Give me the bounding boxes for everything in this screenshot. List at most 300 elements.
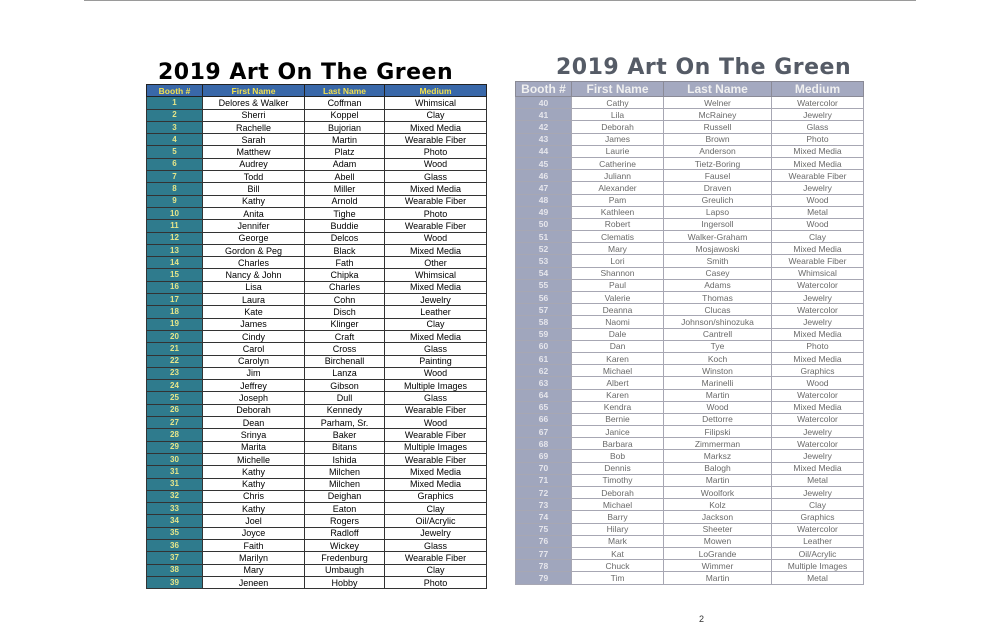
table-row — [147, 392, 487, 404]
table-row — [147, 232, 487, 244]
table-row — [147, 257, 487, 269]
table-row — [516, 547, 864, 559]
last-name-cell: Fredenburg — [305, 552, 385, 564]
last-name-cell: Winston — [664, 365, 772, 377]
last-name-cell: Lanza — [305, 367, 385, 379]
first-name-cell: Naomi — [572, 316, 664, 328]
table-header-row — [147, 85, 487, 97]
medium-cell: Glass — [385, 171, 487, 183]
booth-number-cell: 41 — [516, 109, 572, 121]
booth-number-cell: 69 — [516, 450, 572, 462]
table-row — [147, 367, 487, 379]
booth-number-cell: 60 — [516, 340, 572, 352]
booth-number-cell: 16 — [147, 281, 203, 293]
table-row — [147, 343, 487, 355]
booth-number-cell: 57 — [516, 304, 572, 316]
table-row — [516, 426, 864, 438]
medium-cell: Wood — [385, 158, 487, 170]
first-name-cell: Marilyn — [203, 552, 305, 564]
first-name-cell: Bob — [572, 450, 664, 462]
table-row — [147, 429, 487, 441]
booth-number-cell: 71 — [516, 474, 572, 486]
table-row — [147, 417, 487, 429]
last-name-cell: Radloff — [305, 527, 385, 539]
booth-number-cell: 63 — [516, 377, 572, 389]
first-name-cell: Cathy — [572, 97, 664, 109]
first-name-cell: Joyce — [203, 527, 305, 539]
medium-cell: Leather — [772, 535, 864, 547]
table-row — [147, 490, 487, 502]
last-name-cell: Koppel — [305, 109, 385, 121]
table-row — [516, 133, 864, 145]
table-row — [147, 515, 487, 527]
first-name-cell: Mary — [203, 564, 305, 576]
booth-number-cell: 38 — [147, 564, 203, 576]
last-name-cell: Bitans — [305, 441, 385, 453]
medium-cell: Watercolor — [772, 389, 864, 401]
medium-cell: Clay — [385, 318, 487, 330]
first-name-cell: Kendra — [572, 401, 664, 413]
last-name-cell: Abell — [305, 171, 385, 183]
booth-number-cell: 55 — [516, 279, 572, 291]
last-name-cell: Marksz — [664, 450, 772, 462]
table-row — [516, 523, 864, 535]
booth-number-cell: 42 — [516, 121, 572, 133]
last-name-cell: Charles — [305, 281, 385, 293]
table-row — [516, 243, 864, 255]
booth-number-cell: 66 — [516, 413, 572, 425]
table-row — [147, 453, 487, 465]
medium-cell: Mixed Media — [772, 328, 864, 340]
medium-cell: Watercolor — [772, 438, 864, 450]
first-name-cell: Karen — [572, 389, 664, 401]
medium-cell: Whimsical — [772, 267, 864, 279]
booth-number-cell: 19 — [147, 318, 203, 330]
first-name-cell: Delores & Walker — [203, 97, 305, 109]
booth-number-cell: 34 — [147, 515, 203, 527]
table-row — [147, 183, 487, 195]
table-row — [516, 267, 864, 279]
medium-cell: Mixed Media — [772, 401, 864, 413]
first-name-cell: Kathy — [203, 466, 305, 478]
last-name-cell: LoGrande — [664, 547, 772, 559]
first-name-cell: Kat — [572, 547, 664, 559]
booth-number-cell: 36 — [147, 539, 203, 551]
table-row — [516, 340, 864, 352]
table-row — [147, 171, 487, 183]
medium-cell: Clay — [385, 503, 487, 515]
last-name-cell: Balogh — [664, 462, 772, 474]
medium-cell: Mixed Media — [772, 157, 864, 169]
medium-cell: Mixed Media — [385, 466, 487, 478]
booth-number-cell: 52 — [516, 243, 572, 255]
table-row — [516, 328, 864, 340]
booth-number-cell: 37 — [147, 552, 203, 564]
booth-number-cell: 61 — [516, 352, 572, 364]
medium-cell: Wood — [772, 218, 864, 230]
last-name-cell: Parham, Sr. — [305, 417, 385, 429]
table-row — [516, 450, 864, 462]
first-name-cell: Laurie — [572, 145, 664, 157]
booth-number-cell: 24 — [147, 380, 203, 392]
first-name-header: First Name — [203, 85, 305, 97]
first-name-cell: Nancy & John — [203, 269, 305, 281]
first-name-cell: Mary — [572, 243, 664, 255]
last-name-cell: Cross — [305, 343, 385, 355]
booth-number-cell: 65 — [516, 401, 572, 413]
last-name-cell: Tye — [664, 340, 772, 352]
table-row — [147, 380, 487, 392]
table-row — [147, 220, 487, 232]
booth-number-cell: 18 — [147, 306, 203, 318]
table-row — [516, 560, 864, 572]
table-row — [516, 365, 864, 377]
table-row — [516, 316, 864, 328]
booth-number-cell: 13 — [147, 244, 203, 256]
booth-number-cell: 25 — [147, 392, 203, 404]
medium-cell: Watercolor — [772, 304, 864, 316]
table-row — [147, 158, 487, 170]
booth-number-cell: 39 — [147, 576, 203, 588]
booth-number-cell: 40 — [516, 97, 572, 109]
table-row — [147, 564, 487, 576]
table-row — [147, 441, 487, 453]
medium-cell: Wood — [772, 194, 864, 206]
first-name-cell: Deanna — [572, 304, 664, 316]
booth-number-cell: 49 — [516, 206, 572, 218]
last-name-cell: Filipski — [664, 426, 772, 438]
medium-cell: Metal — [772, 572, 864, 584]
medium-cell: Photo — [385, 207, 487, 219]
medium-cell: Mixed Media — [772, 243, 864, 255]
booth-number-cell: 44 — [516, 145, 572, 157]
booth-number-cell: 73 — [516, 499, 572, 511]
booth-number-cell: 77 — [516, 547, 572, 559]
first-name-cell: Sherri — [203, 109, 305, 121]
booth-number-cell: 78 — [516, 560, 572, 572]
table-row — [516, 511, 864, 523]
table-row — [516, 401, 864, 413]
last-name-cell: Dettorre — [664, 413, 772, 425]
booth-number-cell: 20 — [147, 330, 203, 342]
last-name-cell: Coffman — [305, 97, 385, 109]
last-name-cell: Tighe — [305, 207, 385, 219]
last-name-cell: Thomas — [664, 292, 772, 304]
last-name-cell: Koch — [664, 352, 772, 364]
last-name-cell: Draven — [664, 182, 772, 194]
table-row — [516, 279, 864, 291]
last-name-cell: Milchen — [305, 466, 385, 478]
first-name-cell: Valerie — [572, 292, 664, 304]
first-name-cell: Dean — [203, 417, 305, 429]
medium-cell: Oil/Acrylic — [772, 547, 864, 559]
booth-number-cell: 43 — [516, 133, 572, 145]
medium-cell: Mixed Media — [385, 121, 487, 133]
medium-cell: Wearable Fiber — [772, 255, 864, 267]
medium-cell: Photo — [385, 576, 487, 588]
medium-cell: Jewelry — [772, 316, 864, 328]
last-name-cell: Tietz-Boring — [664, 157, 772, 169]
booth-number-cell: 17 — [147, 294, 203, 306]
medium-cell: Watercolor — [772, 523, 864, 535]
table-row — [516, 231, 864, 243]
booth-number-cell: 51 — [516, 231, 572, 243]
last-name-cell: Martin — [305, 134, 385, 146]
last-name-header: Last Name — [664, 82, 772, 97]
table-row — [147, 539, 487, 551]
table-row — [516, 157, 864, 169]
medium-cell: Jewelry — [772, 182, 864, 194]
booth-number-cell: 54 — [516, 267, 572, 279]
booth-number-cell: 70 — [516, 462, 572, 474]
table-row — [516, 292, 864, 304]
first-name-cell: Dan — [572, 340, 664, 352]
table-row — [516, 377, 864, 389]
first-name-cell: Clematis — [572, 231, 664, 243]
booth-number-cell: 67 — [516, 426, 572, 438]
page-number: 2 — [699, 614, 705, 624]
last-name-cell: Gibson — [305, 380, 385, 392]
table-row — [516, 145, 864, 157]
table-row — [516, 462, 864, 474]
table-row — [516, 487, 864, 499]
booth-number-cell: 2 — [147, 109, 203, 121]
medium-cell: Wearable Fiber — [385, 220, 487, 232]
first-name-cell: Rachelle — [203, 121, 305, 133]
booth-number-header: Booth # — [516, 82, 572, 97]
last-name-cell: Woolfork — [664, 487, 772, 499]
first-name-cell: James — [203, 318, 305, 330]
first-name-cell: Faith — [203, 539, 305, 551]
first-name-cell: Hilary — [572, 523, 664, 535]
last-name-cell: Rogers — [305, 515, 385, 527]
medium-cell: Wood — [385, 417, 487, 429]
booth-number-cell: 59 — [516, 328, 572, 340]
booth-number-cell: 3 — [147, 121, 203, 133]
last-name-cell: McRainey — [664, 109, 772, 121]
table-row — [516, 121, 864, 133]
booth-number-cell: 11 — [147, 220, 203, 232]
last-name-cell: Eaton — [305, 503, 385, 515]
first-name-cell: Pam — [572, 194, 664, 206]
medium-cell: Clay — [385, 564, 487, 576]
booth-number-cell: 79 — [516, 572, 572, 584]
last-name-cell: Smith — [664, 255, 772, 267]
table-row — [516, 352, 864, 364]
medium-cell: Wearable Fiber — [385, 429, 487, 441]
booth-number-cell: 9 — [147, 195, 203, 207]
booth-number-cell: 62 — [516, 365, 572, 377]
last-name-cell: Casey — [664, 267, 772, 279]
first-name-cell: Timothy — [572, 474, 664, 486]
table-header-row — [516, 82, 864, 97]
table-row — [516, 194, 864, 206]
table-row — [147, 244, 487, 256]
table-row — [147, 503, 487, 515]
table-row — [147, 97, 487, 109]
booth-number-cell: 45 — [516, 157, 572, 169]
medium-cell: Painting — [385, 355, 487, 367]
booth-number-cell: 26 — [147, 404, 203, 416]
last-name-cell: Milchen — [305, 478, 385, 490]
booth-number-cell: 58 — [516, 316, 572, 328]
first-name-cell: Paul — [572, 279, 664, 291]
first-name-cell: Deborah — [203, 404, 305, 416]
last-name-cell: Chipka — [305, 269, 385, 281]
last-name-cell: Cohn — [305, 294, 385, 306]
first-name-cell: Mark — [572, 535, 664, 547]
first-name-cell: Janice — [572, 426, 664, 438]
table-row — [516, 499, 864, 511]
booth-number-cell: 10 — [147, 207, 203, 219]
last-name-cell: Ingersoll — [664, 218, 772, 230]
table-row — [147, 404, 487, 416]
table-row — [147, 134, 487, 146]
last-name-cell: Kennedy — [305, 404, 385, 416]
first-name-cell: Catherine — [572, 157, 664, 169]
booth-number-cell: 32 — [147, 490, 203, 502]
first-name-cell: Jennifer — [203, 220, 305, 232]
medium-cell: Multiple Images — [385, 380, 487, 392]
booth-number-cell: 72 — [516, 487, 572, 499]
medium-cell: Mixed Media — [385, 478, 487, 490]
medium-cell: Watercolor — [772, 413, 864, 425]
booth-number-cell: 6 — [147, 158, 203, 170]
medium-cell: Wood — [385, 367, 487, 379]
first-name-cell: Chuck — [572, 560, 664, 572]
first-name-cell: Alexander — [572, 182, 664, 194]
first-name-cell: Todd — [203, 171, 305, 183]
first-name-cell: Kathy — [203, 478, 305, 490]
last-name-cell: Martin — [664, 474, 772, 486]
booth-number-cell: 31 — [147, 466, 203, 478]
booth-number-cell: 31 — [147, 478, 203, 490]
medium-cell: Multiple Images — [772, 560, 864, 572]
last-name-cell: Wimmer — [664, 560, 772, 572]
medium-cell: Wearable Fiber — [385, 404, 487, 416]
booth-number-cell: 23 — [147, 367, 203, 379]
first-name-cell: Bill — [203, 183, 305, 195]
table-row — [147, 281, 487, 293]
booth-number-cell: 7 — [147, 171, 203, 183]
first-name-cell: Joseph — [203, 392, 305, 404]
medium-cell: Clay — [772, 231, 864, 243]
medium-cell: Clay — [385, 109, 487, 121]
booth-number-cell: 33 — [147, 503, 203, 515]
table-row — [147, 552, 487, 564]
right-page-title: 2019 Art On The Green — [556, 55, 852, 80]
first-name-cell: Karen — [572, 352, 664, 364]
last-name-cell: Brown — [664, 133, 772, 145]
medium-cell: Wearable Fiber — [385, 195, 487, 207]
medium-cell: Jewelry — [772, 292, 864, 304]
booth-number-cell: 56 — [516, 292, 572, 304]
last-name-cell: Umbaugh — [305, 564, 385, 576]
booth-number-cell: 12 — [147, 232, 203, 244]
first-name-cell: Kathleen — [572, 206, 664, 218]
right-booth-table — [515, 81, 864, 585]
first-name-cell: Joel — [203, 515, 305, 527]
last-name-cell: Jackson — [664, 511, 772, 523]
last-name-cell: Mosjawoski — [664, 243, 772, 255]
medium-cell: Leather — [385, 306, 487, 318]
booth-number-cell: 30 — [147, 453, 203, 465]
medium-cell: Wearable Fiber — [385, 453, 487, 465]
medium-cell: Clay — [772, 499, 864, 511]
booth-number-cell: 74 — [516, 511, 572, 523]
booth-number-cell: 5 — [147, 146, 203, 158]
last-name-cell: Greulich — [664, 194, 772, 206]
booth-number-cell: 14 — [147, 257, 203, 269]
table-row — [147, 355, 487, 367]
table-row — [516, 182, 864, 194]
table-row — [147, 109, 487, 121]
booth-number-cell: 29 — [147, 441, 203, 453]
first-name-cell: George — [203, 232, 305, 244]
first-name-cell: Sarah — [203, 134, 305, 146]
table-row — [516, 206, 864, 218]
table-row — [147, 306, 487, 318]
medium-cell: Wearable Fiber — [772, 170, 864, 182]
medium-cell: Oil/Acrylic — [385, 515, 487, 527]
last-name-cell: Sheeter — [664, 523, 772, 535]
medium-cell: Graphics — [772, 511, 864, 523]
last-name-cell: Arnold — [305, 195, 385, 207]
medium-cell: Graphics — [772, 365, 864, 377]
table-row — [147, 576, 487, 588]
first-name-cell: Anita — [203, 207, 305, 219]
medium-header: Medium — [772, 82, 864, 97]
last-name-cell: Johnson/shinozuka — [664, 316, 772, 328]
left-booth-table — [146, 84, 487, 589]
first-name-cell: Juliann — [572, 170, 664, 182]
table-row — [147, 269, 487, 281]
last-name-cell: Anderson — [664, 145, 772, 157]
medium-cell: Jewelry — [772, 109, 864, 121]
first-name-cell: Jeneen — [203, 576, 305, 588]
medium-cell: Wearable Fiber — [385, 134, 487, 146]
table-row — [516, 535, 864, 547]
first-name-cell: Srinya — [203, 429, 305, 441]
last-name-cell: Delcos — [305, 232, 385, 244]
medium-cell: Whimsical — [385, 269, 487, 281]
last-name-cell: Welner — [664, 97, 772, 109]
booth-number-cell: 27 — [147, 417, 203, 429]
last-name-cell: Lapso — [664, 206, 772, 218]
booth-number-cell: 53 — [516, 255, 572, 267]
first-name-cell: Jeffrey — [203, 380, 305, 392]
medium-cell: Graphics — [385, 490, 487, 502]
table-row — [516, 109, 864, 121]
medium-cell: Mixed Media — [772, 352, 864, 364]
last-name-cell: Marinelli — [664, 377, 772, 389]
booth-number-cell: 35 — [147, 527, 203, 539]
medium-cell: Multiple Images — [385, 441, 487, 453]
booth-number-cell: 21 — [147, 343, 203, 355]
medium-cell: Jewelry — [772, 450, 864, 462]
table-row — [147, 294, 487, 306]
last-name-cell: Ishida — [305, 453, 385, 465]
table-row — [147, 195, 487, 207]
booth-number-cell: 28 — [147, 429, 203, 441]
first-name-cell: Chris — [203, 490, 305, 502]
medium-cell: Wood — [385, 232, 487, 244]
first-name-cell: Barry — [572, 511, 664, 523]
medium-cell: Glass — [385, 392, 487, 404]
top-rule — [84, 0, 916, 1]
last-name-cell: Craft — [305, 330, 385, 342]
last-name-cell: Adam — [305, 158, 385, 170]
